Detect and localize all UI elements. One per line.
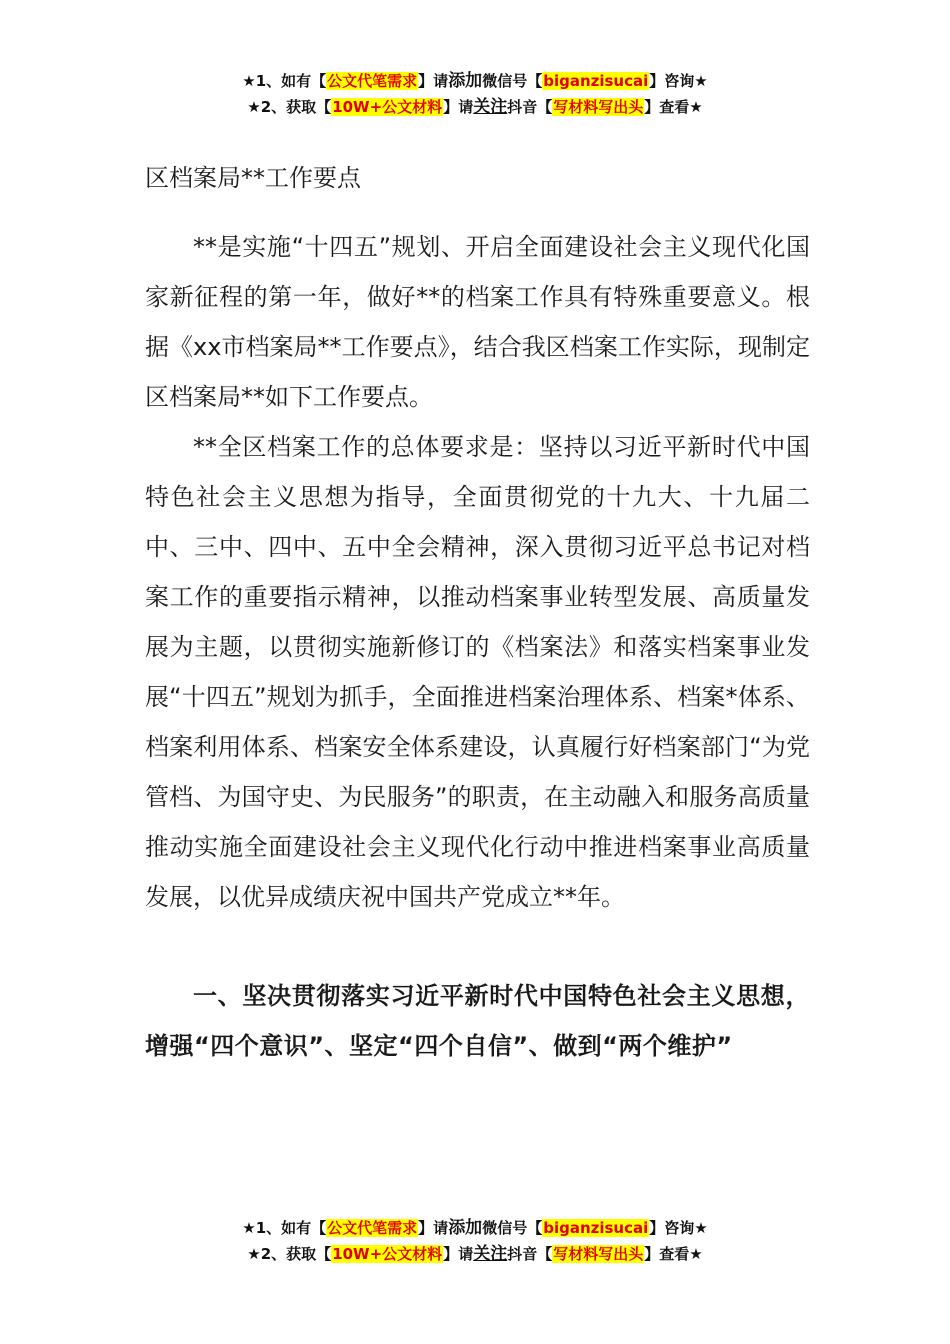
banner-text: ★1、如有【 <box>242 72 327 90</box>
banner-text: 微信号【 <box>482 1219 543 1237</box>
banner-text: 】查看★ <box>644 98 703 116</box>
highlight-text: 公文代笔需求 <box>327 1219 418 1237</box>
banner-text: 】请 <box>443 1245 474 1263</box>
highlight-text: 10W+公文材料 <box>332 1245 443 1263</box>
banner-text: 微信号【 <box>482 72 543 90</box>
banner-text: ★2、获取【 <box>247 98 332 116</box>
emphasis-text: 关注 <box>473 1244 508 1264</box>
section-heading-1: 一、坚决贯彻落实习近平新时代中国特色社会主义思想，增强“四个意识”、坚定“四个自信”、做到“两个维护” <box>145 982 810 1060</box>
highlight-text: 10W+公文材料 <box>332 98 443 116</box>
emphasis-text: 添加 <box>448 1218 483 1238</box>
emphasis-text: 添加 <box>448 71 483 91</box>
banner-text: ★2、获取【 <box>247 1245 332 1263</box>
banner-line-1 <box>0 1215 950 1241</box>
banner-text: 】咨询★ <box>649 1219 708 1237</box>
banner-text: 】查看★ <box>644 1245 703 1263</box>
paragraph-requirements: **全区档案工作的总体要求是：坚持以习近平新时代中国特色社会主义思想为指导，全面贯彻党的十九大、十九届二中、三中、四中、五中全会精神，深入贯彻习近平总书记对档案工作的重要指示精神，以推动档案事业转型发展、高质量发展为主题，以贯彻实施新修订的《档案法》和落实档案事业发展“十四五”规划为抓手，全面推进档案治理体系、档案*体系、档案利用体系、档案安全体系建设，认真履行好档案部门“为党管档、为国守史、为民服务”的职责，在主动融入和服务高质量推动实施全面建设社会主义现代化行动中推进档案事业高质量发展，以优异成绩庆祝中国共产党成立**年。 <box>145 433 810 911</box>
douyin-account: 写材料写出头 <box>553 1245 644 1263</box>
banner-text: 】咨询★ <box>649 72 708 90</box>
wechat-id: biganzisucai <box>543 72 649 90</box>
banner-text: 抖音【 <box>507 98 553 116</box>
paragraph-intro: **是实施“十四五”规划、开启全面建设社会主义现代化国家新征程的第一年，做好**的档案工作具有特殊重要意义。根据《xx市档案局**工作要点》，结合我区档案工作实际，现制定区档案局**如下工作要点。 <box>145 233 810 411</box>
header-banner <box>0 68 950 120</box>
highlight-text: 公文代笔需求 <box>327 72 418 90</box>
banner-text: 】请 <box>443 98 474 116</box>
banner-text: 】请 <box>418 1219 449 1237</box>
banner-text: 抖音【 <box>507 1245 553 1263</box>
douyin-account: 写材料写出头 <box>553 98 644 116</box>
emphasis-text: 关注 <box>473 97 508 117</box>
banner-line-2 <box>0 1241 950 1267</box>
banner-text: ★1、如有【 <box>242 1219 327 1237</box>
banner-line-2 <box>0 94 950 120</box>
banner-line-1 <box>0 68 950 94</box>
banner-text: 】请 <box>418 72 449 90</box>
footer-banner <box>0 1215 950 1267</box>
document-title: 区档案局**工作要点 <box>145 164 361 192</box>
wechat-id: biganzisucai <box>543 1219 649 1237</box>
